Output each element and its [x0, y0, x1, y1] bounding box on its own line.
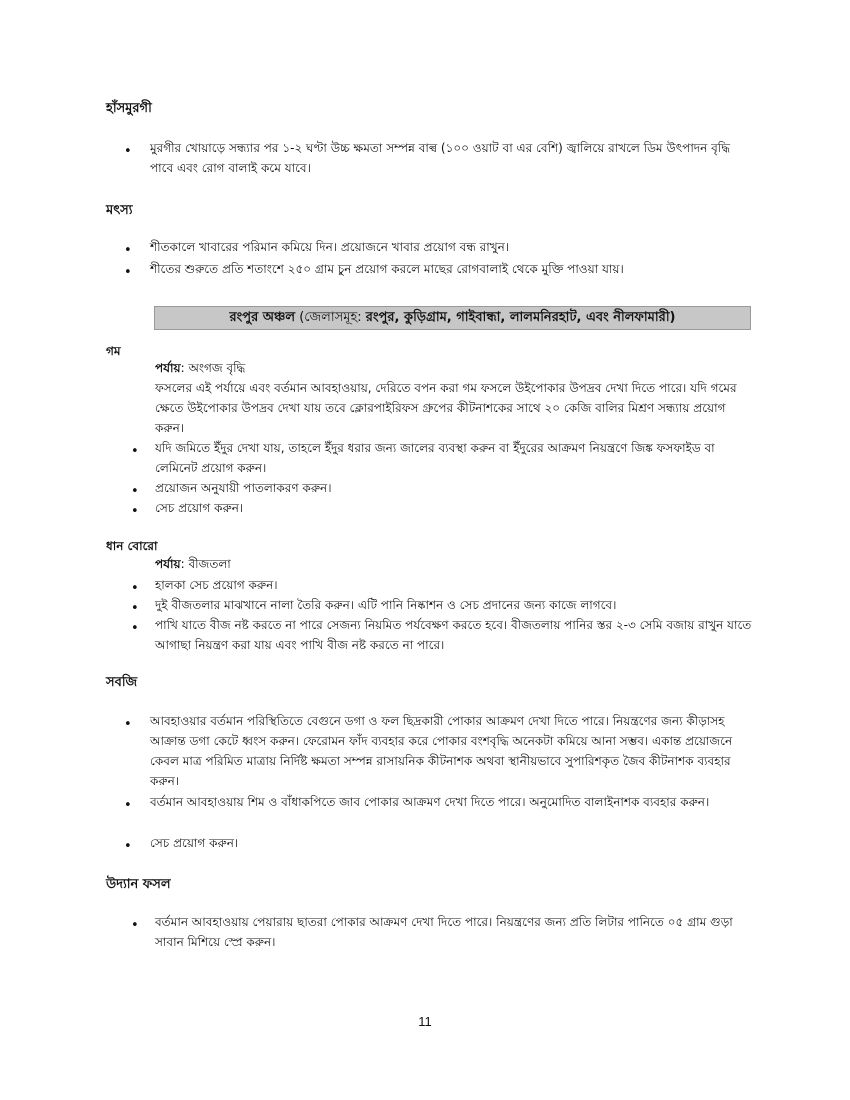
bullet-icon: • [124, 839, 132, 854]
horticulture-item-1: বর্তমান আবহাওয়ায় পেয়ারায় ছাতরা পোকার আক্রমণ দেখা দিতে পারে। নিয়ন্ত্রণের জন্য প্রতি লিটার পানিতে ০৫ গ্রাম গুড়া সাবান মিশিয়ে স্প্রে করুন। [155, 915, 733, 949]
bullet-icon: • [131, 581, 139, 596]
stage-value: : বীজতলা [180, 557, 231, 571]
bullet-icon: • [124, 798, 132, 813]
boro-stage [155, 554, 231, 574]
boro-heading: ধান বোরো [106, 539, 158, 553]
stage-label: পর্যায় [155, 361, 181, 375]
horticulture-heading: উদ্যান ফসল [106, 877, 171, 892]
vegetables-heading: সবজি [106, 675, 138, 690]
page-number: 11 [418, 1014, 432, 1029]
bullet-icon: • [131, 504, 139, 519]
fish-item-1: শীতকালে খাবারের পরিমান কমিয়ে দিন। প্রয়োজনে খাবার প্রয়োগ বন্ধ রাখুন। [150, 240, 510, 254]
boro-item-3: পাখি যাতে বীজ নষ্ট করতে না পারে সেজন্য নিয়মিত পর্যবেক্ষণ করতে হবে। বীজতলায় পানির স্তর ২-৩ সেমি বজায় রাখুন যাতে আগাছা নিয়ন্ত্রণ করা যায় এবং পাখি বীজ নষ্ট করতে না পারে। [155, 618, 752, 652]
region-name: রংপুর অঞ্চল [229, 310, 296, 325]
bullet-icon: • [124, 717, 132, 732]
districts-list: রংপুর, কুড়িগ্রাম, গাইবান্ধা, লালমনিরহাট, এবং নীলফামারী) [365, 310, 676, 325]
fish-item-2: শীতের শুরুতে প্রতি শতাংশে ২৫০ গ্রাম চুন প্রয়োগ করলে মাছের রোগবালাই থেকে মুক্তি পাওয়া যায়। [150, 262, 624, 276]
bullet-icon: • [124, 265, 132, 280]
vegetables-item-1: আবহাওয়ার বর্তমান পরিস্থিতিতে বেগুনে ডগা ও ফল ছিদ্রকারী পোকার আক্রমণ দেখা দিতে পারে। নিয়ন্ত্রণের জন্য কীড়াসহ আক্রান্ত ডগা কেটে ধ্বংস করুন। ফেরোমন ফাঁদ ব্যবহার করে পোকার বংশবৃদ্ধি অনেকটা কমিয়ে আনা সম্ভব। একান্ত প্রয়োজনে কেবল মাত্র পরিমিত মাত্রায় নির্দিষ্ট ক্ষমতা সম্পন্ন রাসায়নিক কীটনাশক অথবা স্থানীয়ভাবে সুপারিশকৃত জৈব কীটনাশক ব্যবহার করুন। [150, 714, 733, 788]
region-banner [154, 306, 751, 330]
fish-heading: মৎস্য [106, 203, 133, 218]
wheat-item-1: যদি জমিতে ইঁদুর দেখা যায়, তাহলে ইঁদুর ধরার জন্য জালের ব্যবস্থা করুন বা ইঁদুরের আক্রমণ নিয়ন্ত্রণে জিঙ্ক ফসফাইড বা লেমিনেট প্রয়োগ করুন। [155, 441, 715, 475]
poultry-heading: হাঁসমুরগী [106, 101, 152, 116]
wheat-stage [155, 358, 245, 378]
wheat-intro: ফসলের এই পর্যায়ে এবং বর্তমান আবহাওয়ায়, দেরিতে বপন করা গম ফসলে উইপোকার উপদ্রব দেখা দিতে পারে। যদি গমের ক্ষেতে উইপোকার উপদ্রব দেখা যায় তবে ক্লোরপাইরিফস গ্রুপের কীটনাশকের সাথে ২০ কেজি বালির মিশ্রণ সন্ধ্যায় প্রয়োগ করুন। [155, 381, 737, 435]
poultry-item-1: মুরগীর খোয়াড়ে সন্ধ্যার পর ১-২ ঘণ্টা উচ্চ ক্ষমতা সম্পন্ন বাল্ব (১০০ ওয়াট বা এর বেশি) জ্বালিয়ে রাখলে ডিম উৎপাদন বৃদ্ধি পাবে এবং রোগ বালাই কমে যাবে। [150, 141, 730, 175]
bullet-icon: • [131, 621, 139, 636]
bullet-icon: • [131, 444, 139, 459]
stage-value: : অংগজ বৃদ্ধি [180, 361, 246, 375]
boro-item-1: হালকা সেচ প্রয়োগ করুন। [155, 578, 278, 592]
wheat-heading: গম [106, 344, 121, 358]
bullet-icon: • [131, 918, 139, 933]
stage-label: পর্যায় [155, 557, 181, 571]
wheat-item-3: সেচ প্রয়োগ করুন। [155, 501, 244, 515]
bullet-icon: • [131, 484, 139, 499]
boro-item-2: দুই বীজতলার মাঝখানে নালা তৈরি করুন। এটি পানি নিষ্কাশন ও সেচ প্রদানের জন্য কাজে লাগবে। [155, 598, 617, 612]
bullet-icon: • [124, 144, 132, 159]
bullet-icon: • [124, 243, 132, 258]
bullet-icon: • [131, 601, 139, 616]
districts-prefix: (জেলাসমূহ: [295, 310, 366, 325]
wheat-item-2: প্রয়োজন অনুযায়ী পাতলাকরণ করুন। [155, 481, 332, 495]
vegetables-item-3: সেচ প্রয়োগ করুন। [150, 836, 239, 850]
vegetables-item-2: বর্তমান আবহাওয়ায় শিম ও বাঁধাকপিতে জাব পোকার আক্রমণ দেখা দিতে পারে। অনুমোদিত বালাইনাশক ব্যবহার করুন। [150, 795, 710, 809]
